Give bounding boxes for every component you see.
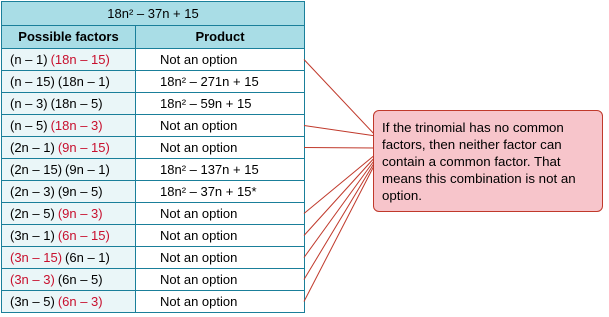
callout-text: If the trinomial has no common factors, then neither factor can contain a common factor. That means this combination is not an option. (382, 120, 576, 203)
connector-line (304, 160, 376, 280)
second-factor: (18n – 1) (57, 73, 110, 89)
connector-line (304, 158, 376, 258)
second-factor: (9n – 3) (57, 205, 103, 221)
connector-line (304, 148, 376, 149)
product-cell: Not an option (136, 291, 305, 313)
product-cell: 18n² – 37n + 15* (136, 181, 305, 203)
second-factor: (6n – 1) (65, 249, 110, 265)
header-product: Product (136, 26, 305, 49)
second-factor: (9n – 15) (57, 139, 110, 155)
product-cell: Not an option (136, 225, 305, 247)
product-cell: Not an option (136, 269, 305, 291)
product-cell: 18n² – 271n + 15 (136, 71, 305, 93)
second-factor: (9n – 5) (57, 183, 103, 199)
first-factor: (2n – 15) (10, 161, 63, 177)
first-factor: (n – 3) (10, 95, 48, 111)
product-cell: Not an option (136, 115, 305, 137)
second-factor: (18n – 15) (50, 51, 110, 67)
product-cell: 18n² – 137n + 15 (136, 159, 305, 181)
second-factor: (6n – 5) (57, 271, 103, 287)
first-factor: (2n – 5) (10, 205, 55, 221)
first-factor: (3n – 15) (10, 249, 63, 265)
second-factor: (18n – 3) (50, 117, 103, 133)
connector-line (304, 126, 376, 137)
first-factor: (n – 15) (10, 73, 55, 89)
second-factor: (6n – 15) (57, 227, 110, 243)
first-factor: (2n – 1) (10, 139, 55, 155)
trinomial-title: 18n² – 37n + 15 (2, 2, 305, 26)
second-factor: (9n – 1) (65, 161, 110, 177)
second-factor: (18n – 5) (50, 95, 103, 111)
second-factor: (6n – 3) (57, 293, 103, 309)
first-factor: (2n – 3) (10, 183, 55, 199)
connector-line (304, 162, 376, 302)
header-possible-factors: Possible factors (2, 26, 136, 49)
first-factor: (n – 1) (10, 51, 48, 67)
product-cell: 18n² – 59n + 15 (136, 93, 305, 115)
first-factor: (3n – 3) (10, 271, 55, 287)
product-cell: Not an option (136, 203, 305, 225)
first-factor: (3n – 1) (10, 227, 55, 243)
product-cell: Not an option (136, 247, 305, 269)
first-factor: (n – 5) (10, 117, 48, 133)
product-cell: Not an option (136, 49, 305, 71)
explanation-callout (373, 110, 603, 212)
connector-line (304, 156, 376, 236)
connector-line (304, 60, 376, 137)
product-cell: Not an option (136, 137, 305, 159)
first-factor: (3n – 5) (10, 293, 55, 309)
